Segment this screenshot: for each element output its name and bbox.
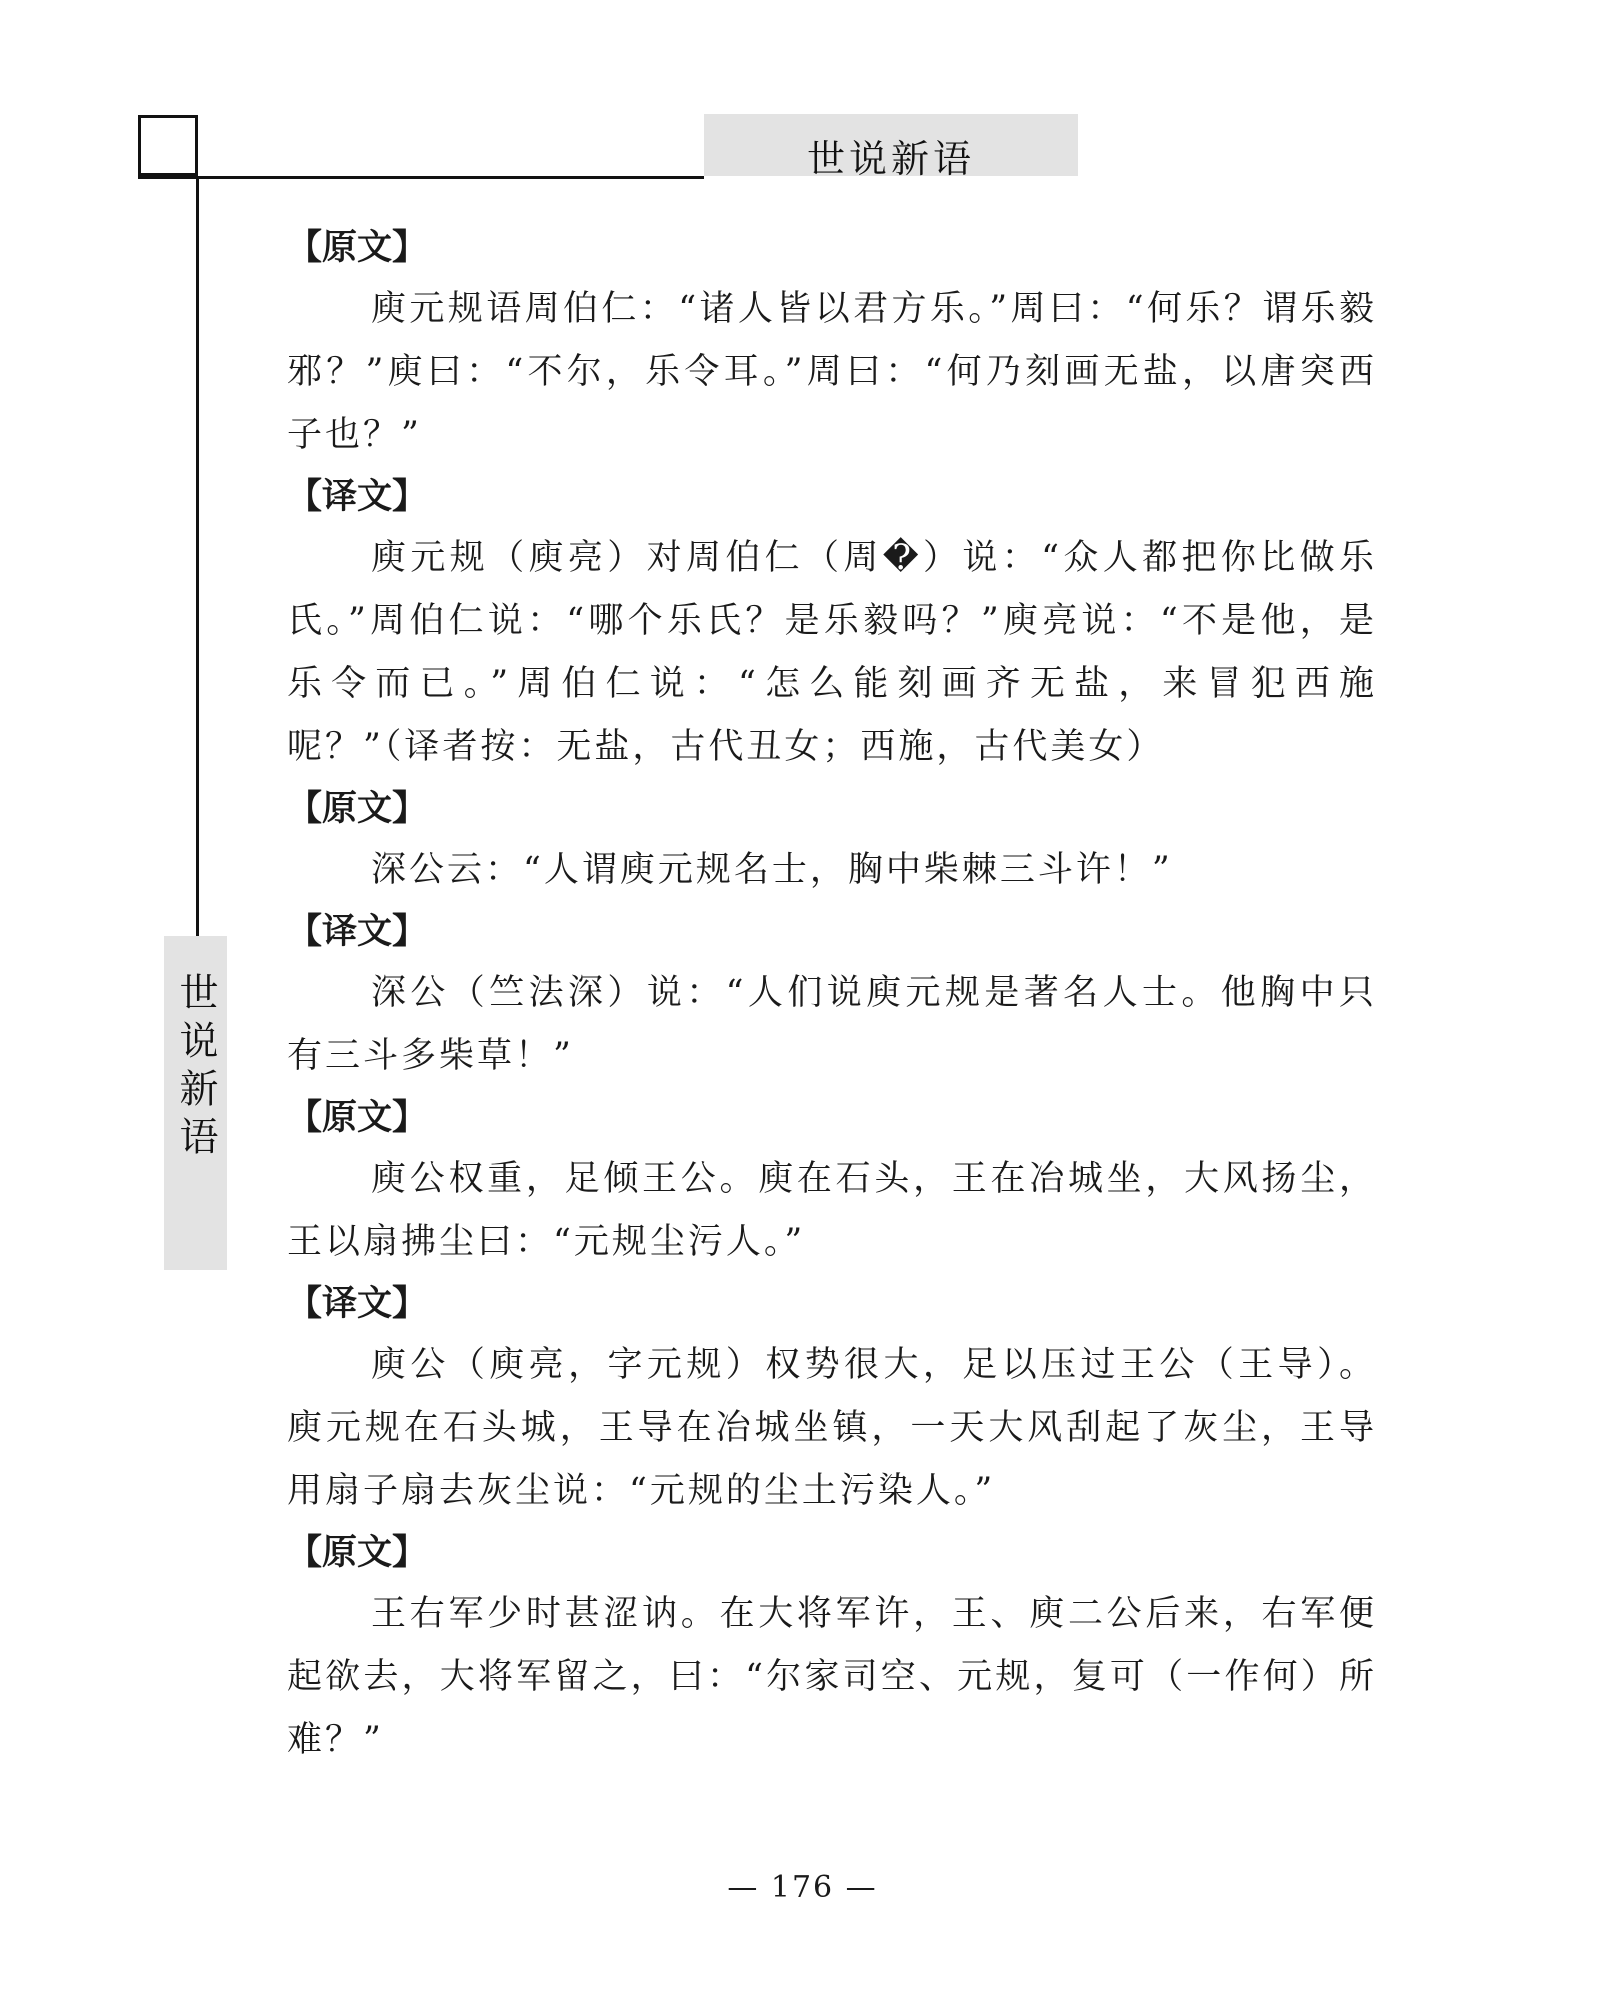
side-tab-title: 世说新语 xyxy=(173,972,218,1164)
section-translation-3 xyxy=(287,1274,1377,1523)
header-rule xyxy=(138,176,704,179)
section-original-1 xyxy=(287,218,1377,467)
section-paragraph: 庾元规语周伯仁：“诸人皆以君方乐。”周曰：“何乐？谓乐毅邪？”庾曰：“不尔，乐令耳。”周曰：“何乃刻画无盐，以唐突西子也？” xyxy=(287,289,1377,455)
section-heading: 【原文】 xyxy=(287,228,428,268)
section-heading: 【译文】 xyxy=(287,912,428,952)
section-paragraph: 庾公权重，足倾王公。庾在石头，王在冶城坐，大风扬尘，王以扇拂尘曰：“元规尘污人。” xyxy=(287,1159,1377,1262)
side-tab xyxy=(164,936,227,1270)
margin-rule xyxy=(196,176,199,937)
section-heading: 【原文】 xyxy=(287,789,428,829)
section-heading: 【原文】 xyxy=(287,1098,428,1138)
running-header-title: 世说新语 xyxy=(806,137,975,181)
section-heading: 【译文】 xyxy=(287,477,428,517)
section-heading: 【原文】 xyxy=(287,1533,428,1573)
page-body xyxy=(287,218,1377,1772)
section-paragraph: 深公（竺法深）说：“人们说庾元规是著名人士。他胸中只有三斗多柴草！” xyxy=(287,973,1377,1076)
section-paragraph: 庾公（庾亮，字元规）权势很大，足以压过王公（王导）。庾元规在石头城，王导在冶城坐镇，一天大风刮起了灰尘，王导用扇子扇去灰尘说：“元规的尘土污染人。” xyxy=(287,1345,1377,1511)
section-original-2 xyxy=(287,779,1377,902)
section-heading: 【译文】 xyxy=(287,1284,428,1324)
section-paragraph: 深公云：“人谓庾元规名士，胸中柴棘三斗许！” xyxy=(371,850,1173,890)
section-original-3 xyxy=(287,1088,1377,1274)
section-original-4 xyxy=(287,1523,1377,1772)
page-number: — 176 — xyxy=(727,1870,878,1905)
section-paragraph: 王右军少时甚涩讷。在大将军许，王、庾二公后来，右军便起欲去，大将军留之，曰：“尔家司空、元规，复可（一作何）所难？” xyxy=(287,1594,1377,1760)
corner-frame xyxy=(138,115,198,176)
section-translation-2 xyxy=(287,902,1377,1088)
running-header xyxy=(704,114,1078,181)
section-translation-1 xyxy=(287,467,1377,779)
section-paragraph: 庾元规（庾亮）对周伯仁（周�）说：“众人都把你比做乐氏。”周伯仁说：“哪个乐氏？是乐毅吗？”庾亮说：“不是他，是乐令而已。”周伯仁说：“怎么能刻画齐无盐，来冒犯西施呢？”（译者按：无盐，古代丑女；西施，古代美女） xyxy=(287,538,1377,767)
